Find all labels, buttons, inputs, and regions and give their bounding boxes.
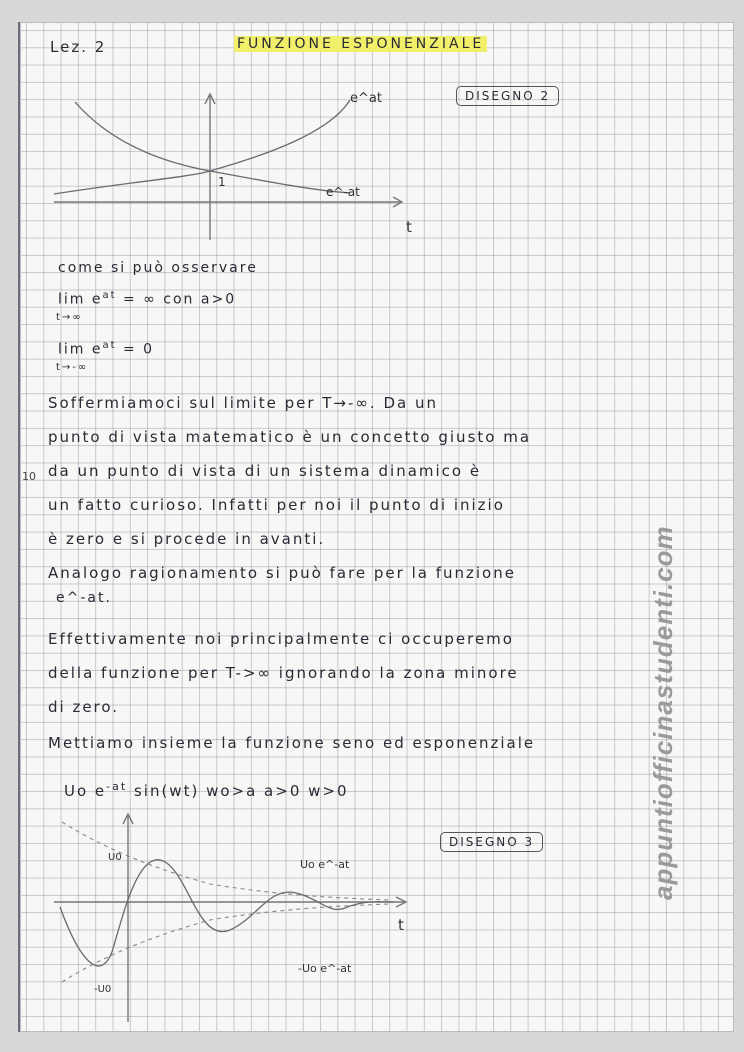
paragraph-line-11: Mettiamo insieme la funzione seno ed esponenziale — [48, 734, 536, 752]
notebook-page — [18, 22, 734, 1032]
upper-envelope-label: Uo e^-at — [300, 858, 350, 871]
paragraph-line-2: punto di vista matematico è un concetto giusto ma — [48, 428, 532, 446]
graph2-t-label: t — [398, 916, 404, 934]
paragraph-line-9: della funzione per T->∞ ignorando la zona minore — [48, 664, 519, 682]
paragraph-line-6: Analogo ragionamento si può fare per la funzione — [48, 564, 516, 582]
minus-u0-label: -U0 — [94, 984, 112, 995]
limit-2-exponent: at — [102, 340, 117, 351]
paragraph-line-4: un fatto curioso. Infatti per noi il punto di inizio — [48, 496, 505, 514]
damped-sine-curve — [60, 860, 394, 966]
limit-1-rhs: = ∞ con a>0 — [123, 291, 237, 308]
drawing-2-tag: DISEGNO 2 — [456, 86, 559, 106]
decay-label: e^-at — [326, 185, 360, 199]
graph1-t-label: t — [406, 218, 412, 236]
margin-mark: 10 — [22, 470, 36, 483]
lower-envelope-label: -Uo e^-at — [298, 962, 352, 975]
limit-1-subscript: t→∞ — [56, 312, 83, 323]
watermark: appuntiofficinastudenti.com — [648, 525, 678, 900]
limit-1-lhs: lim e — [58, 291, 103, 308]
equation-rest: sin(wt) wo>a a>0 w>0 — [133, 782, 349, 800]
limit-2 — [58, 340, 154, 358]
intercept-one-label: 1 — [218, 175, 226, 189]
limit-2-rhs: = 0 — [123, 341, 155, 358]
damped-sine-graph — [50, 812, 450, 1032]
limit-2-subscript: t→-∞ — [56, 362, 89, 373]
limit-2-lhs: lim e — [58, 341, 103, 358]
observe-line: come si può osservare — [58, 260, 258, 276]
damped-sine-equation — [64, 780, 349, 800]
paragraph-line-7: e^-at. — [56, 590, 112, 606]
equation-exponent: -at — [106, 780, 128, 793]
page-title: FUNZIONE ESPONENZIALE — [234, 36, 487, 52]
paragraph-line-5: è zero e si procede in avanti. — [48, 530, 326, 548]
paragraph-line-10: di zero. — [48, 698, 120, 716]
paragraph-line-8: Effettivamente noi principalmente ci occuperemo — [48, 630, 514, 648]
paragraph-line-1: Soffermiamoci sul limite per T→-∞. Da un — [48, 394, 438, 412]
exponential-graph — [50, 82, 450, 262]
lesson-label: Lez. 2 — [50, 38, 107, 56]
u0-label: U0 — [108, 852, 122, 863]
paragraph-line-3: da un punto di vista di un sistema dinamico è — [48, 462, 482, 480]
growth-curve — [54, 100, 350, 194]
decay-curve — [75, 102, 350, 193]
limit-1-exponent: at — [102, 290, 117, 301]
equation-amplitude: Uo e — [64, 782, 107, 800]
limit-1 — [58, 290, 236, 308]
drawing-3-tag: DISEGNO 3 — [440, 832, 543, 852]
growth-label: e^at — [350, 91, 382, 106]
